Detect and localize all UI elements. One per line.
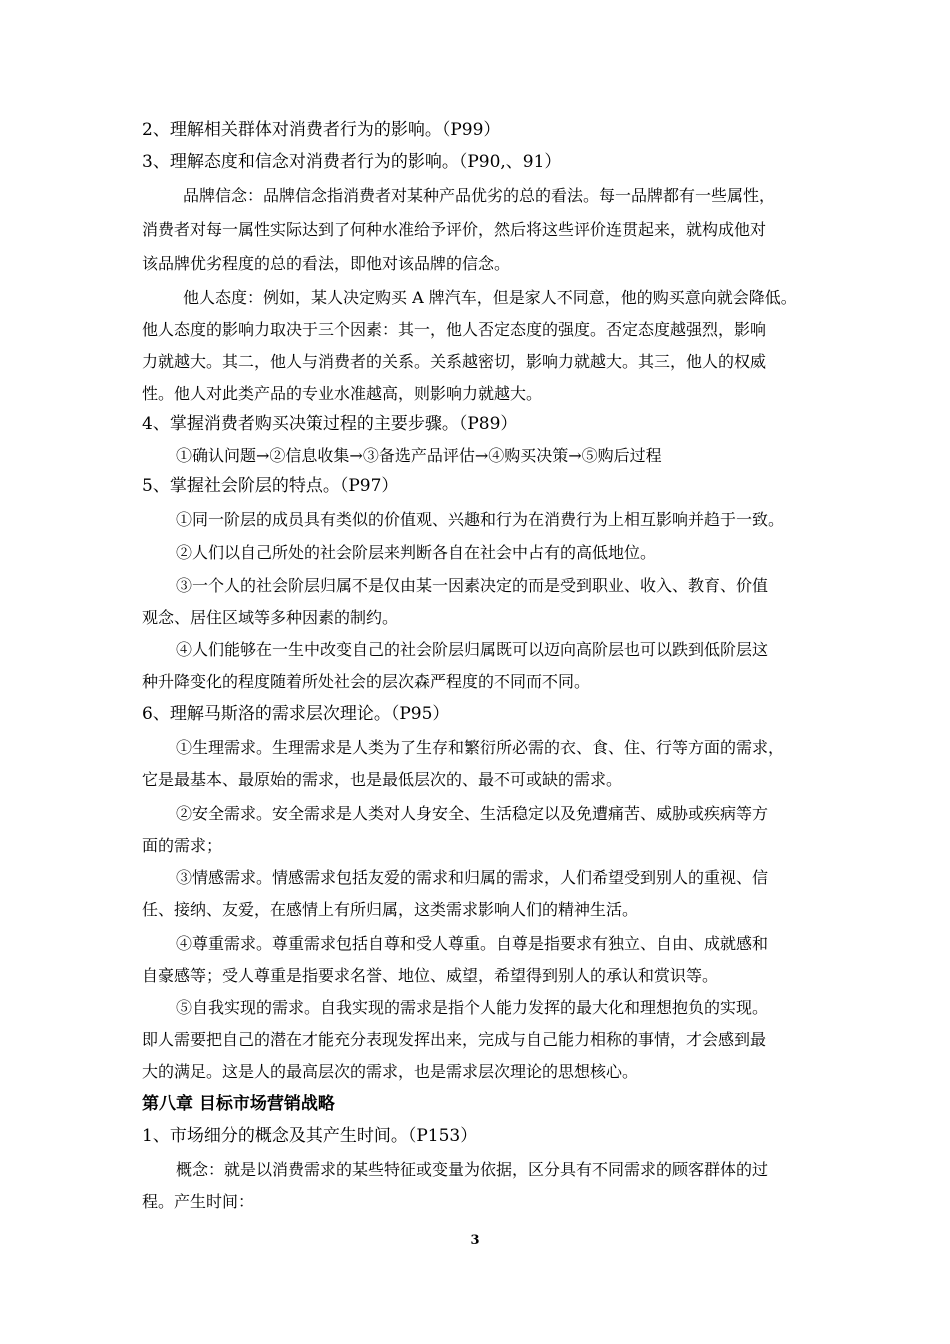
chapter-heading: 第八章 目标市场营销战略 — [142, 1094, 335, 1114]
paragraph-line: 性。他人对此类产品的专业水准越高，则影响力就越大。 — [142, 384, 543, 403]
paragraph-line: ④人们能够在一生中改变自己的社会阶层归属既可以迈向高阶层也可以跌到低阶层这 — [176, 640, 769, 659]
paragraph-line: ①生理需求。生理需求是人类为了生存和繁衍所必需的衣、食、住、行等方面的需求， — [176, 738, 785, 757]
paragraph-line: 程。产生时间： — [142, 1192, 255, 1211]
paragraph-line: 面的需求； — [142, 836, 223, 855]
paragraph-line: ⑤自我实现的需求。自我实现的需求是指个人能力发挥的最大化和理想抱负的实现。 — [176, 998, 769, 1017]
paragraph-line: ①确认问题→②信息收集→③备选产品评估→④购买决策→⑤购后过程 — [176, 446, 662, 465]
paragraph-line: 概念：就是以消费需求的某些特征或变量为依据，区分具有不同需求的顾客群体的过 — [176, 1160, 769, 1179]
paragraph-line: 该品牌优劣程度的总的看法，即他对该品牌的信念。 — [142, 254, 511, 273]
paragraph-line: 任、接纳、友爱，在感情上有所归属，这类需求影响人们的精神生活。 — [142, 900, 639, 919]
heading-item-3: 3、理解态度和信念对消费者行为的影响。（P90,、91） — [142, 152, 562, 172]
paragraph-line: ④尊重需求。尊重需求包括自尊和受人尊重。自尊是指要求有独立、自由、成就感和 — [176, 934, 769, 953]
paragraph-line: ②人们以自己所处的社会阶层来判断各自在社会中占有的高低地位。 — [176, 543, 657, 562]
paragraph-line: ③一个人的社会阶层归属不是仅由某一因素决定的而是受到职业、收入、教育、价值 — [176, 576, 769, 595]
heading-item-6: 6、理解马斯洛的需求层次理论。（P95） — [142, 704, 450, 724]
paragraph-line: 它是最基本、最原始的需求，也是最低层次的、最不可或缺的需求。 — [142, 770, 623, 789]
paragraph-line: 观念、居住区域等多种因素的制约。 — [142, 608, 399, 627]
heading-item-4: 4、掌握消费者购买决策过程的主要步骤。（P89） — [142, 414, 518, 434]
paragraph-line: 即人需要把自己的潜在才能充分表现发挥出来，完成与自己能力相称的事情，才会感到最 — [142, 1030, 767, 1049]
paragraph-line: 大的满足。这是人的最高层次的需求，也是需求层次理论的思想核心。 — [142, 1062, 639, 1081]
heading-item-1: 1、市场细分的概念及其产生时间。（P153） — [142, 1126, 478, 1146]
paragraph-line: 种升降变化的程度随着所处社会的层次森严程度的不同而不同。 — [142, 672, 591, 691]
page-number: 3 — [470, 1233, 480, 1248]
paragraph-line: 消费者对每一属性实际达到了何种水准给予评价，然后将这些评价连贯起来，就构成他对 — [142, 220, 767, 239]
paragraph-line: 力就越大。其二，他人与消费者的关系。关系越密切，影响力就越大。其三，他人的权威 — [142, 352, 767, 371]
heading-item-5: 5、掌握社会阶层的特点。（P97） — [142, 476, 399, 496]
paragraph-line: ①同一阶层的成员具有类似的价值观、兴趣和行为在消费行为上相互影响并趋于一致。 — [176, 510, 785, 529]
heading-item-2: 2、理解相关群体对消费者行为的影响。（P99） — [142, 120, 501, 140]
paragraph-line: 他人态度：例如，某人决定购买 A 牌汽车，但是家人不同意，他的购买意向就会降低。 — [183, 288, 797, 307]
paragraph-line: ③情感需求。情感需求包括友爱的需求和归属的需求，人们希望受到别人的重视、信 — [176, 868, 769, 887]
paragraph-line: ②安全需求。安全需求是人类对人身安全、生活稳定以及免遭痛苦、威胁或疾病等方 — [176, 804, 769, 823]
paragraph-line: 品牌信念：品牌信念指消费者对某种产品优劣的总的看法。每一品牌都有一些属性， — [183, 186, 776, 205]
paragraph-line: 他人态度的影响力取决于三个因素：其一，他人否定态度的强度。否定态度越强烈，影响 — [142, 320, 767, 339]
paragraph-line: 自豪感等；受人尊重是指要求名誉、地位、威望，希望得到别人的承认和赏识等。 — [142, 966, 719, 985]
